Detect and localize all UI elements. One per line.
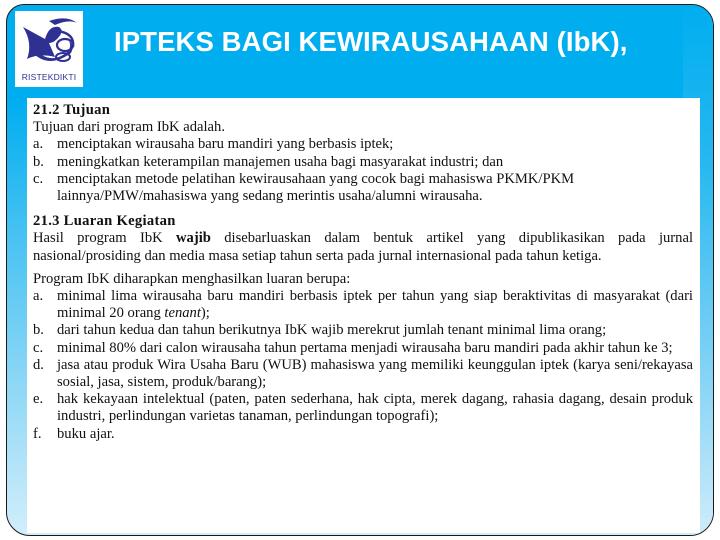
logo-text: RISTEKDIKTI [21,72,77,82]
document-body [33,102,693,443]
list-label: c. [33,339,44,356]
list-item [33,136,693,153]
list-label: e. [33,391,44,408]
list-text: jasa atau produk Wira Usaha Baru (WUB) mahasiswa yang memiliki keunggulan iptek (karya seni/rekayasa sosial, jasa, sistem, produk/barang); [57,356,693,391]
list-label: a. [33,136,44,153]
list-label: b. [33,153,44,170]
list-text: hak kekayaan intelektual (paten, paten sederhana, hak cipta, merek dagang, rahasia dagang, desain produk industri, perlindungan varietas tanaman, perlindungan topografi); [57,391,693,425]
section-heading-tujuan: 21.2 Tujuan [33,102,111,118]
list-text: dari tahun kedua dan tahun berikutnya IbK wajib merekrut jumlah tenant minimal lima orang; [57,322,607,339]
list-item [33,426,693,443]
list-label: b. [33,322,44,339]
list-label: f. [33,425,42,442]
list-item [33,154,693,171]
list-item [33,288,693,322]
list-text: minimal 80% dari calon wirausaha tahun pertama menjadi wirausaha baru mandiri pada akhir tahun ke 3; [57,339,673,356]
list-text: buku ajar. [57,425,115,442]
luaran-bold-wajib: wajib [176,230,211,247]
list-item [33,171,693,205]
slide-frame [6,4,714,536]
luaran-text-2: disebarluaskan dalam bentuk artikel yang dipublikasikan pada jurnal nasional/prosiding dan media masa setiap tahun serta pada jurnal internasional pada tahun ketiga. [33,230,693,264]
list-label: a. [33,288,44,305]
list-text: meningkatkan keterampilan manajemen usaha bagi masyarakat industri; dan [57,153,504,170]
list-text: menciptakan wirausaha baru mandiri yang berbasis iptek; [57,136,394,153]
luaran-text-1: Hasil program IbK [33,230,177,247]
document-image [27,98,700,533]
list-label: c. [33,170,44,187]
luaran-paragraph [33,230,693,264]
list-text-italic: tenant [164,305,201,322]
list-text [57,288,693,322]
list-item [33,340,693,357]
tujuan-intro: Tujuan dari program IbK adalah. [33,119,225,136]
list-item [33,322,693,339]
logo [15,11,83,87]
list-item [33,391,693,425]
list-item [33,357,693,391]
list-text-part: ); [200,305,210,322]
list-text: menciptakan metode pelatihan kewirausahaan yang cocok bagi mahasiswa PKMK/PKM lainnya/PMW/mahasiswa yang sedang merintis usaha/alumni wirausaha. [57,170,575,205]
list-text-part: minimal lima wirausaha baru mandiri berbasis iptek per tahun yang siap beraktivitas di masyarakat (dari minimal 20 orang [57,288,693,322]
section-heading-luaran: 21.3 Luaran Kegiatan [33,213,176,230]
luaran-intro: Program IbK diharapkan menghasilkan luaran berupa: [33,270,351,287]
ristekdikti-logo-icon [19,13,79,71]
list-label: d. [33,356,44,373]
slide-title: IPTEKS BAGI KEWIRAUSAHAAN (IbK), [114,26,628,57]
